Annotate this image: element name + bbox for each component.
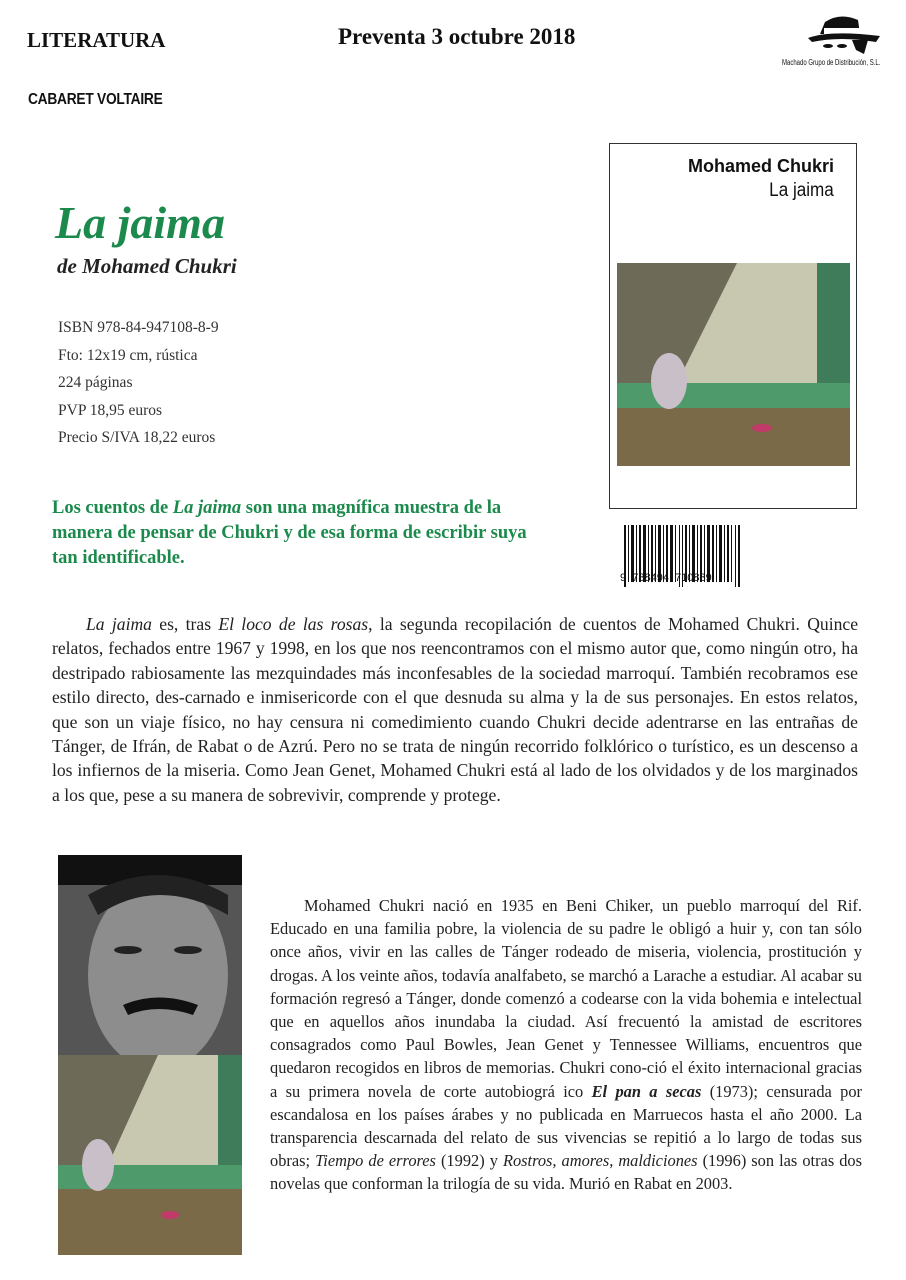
distributor-name: Machado Grupo de Distribución, S.L.	[782, 58, 881, 67]
book-cover	[609, 143, 857, 509]
highlight-quote: Los cuentos de La jaima son una magnífica muestra de la manera de pensar de Chukri y de esa forma de escribir suya tan identificable.	[52, 498, 527, 568]
book-author: de Mohamed Chukri	[57, 254, 237, 278]
format: Fto: 12x19 cm, rústica	[58, 346, 198, 364]
book-details	[58, 314, 219, 452]
author-photo	[58, 855, 242, 1255]
cover-publisher: CABARET VOLTAIRE	[687, 477, 779, 487]
cover-author: Mohamed Chukri	[687, 156, 834, 176]
category-label: LITERATURA	[27, 28, 166, 52]
price-without-vat: Precio S/IVA 18,22 euros	[58, 429, 216, 446]
description-paragraph: La jaima es, tras El loco de las rosas, la segunda recopilación de cuentos de Mohamed Chukri. Quince relatos, fechados entre 1967 y 1998, en los que nos reencontramos con el mismo autor que, como ningún otro, ha destripado rabiosamente las mezquindades más inconfesables de la sociedad marroquí. También recobramos ese estilo directo, des-carnado e inmisericorde con el que desnuda su alma y la de sus personajes. En estos relatos, que son un viaje físico, no hay censura ni comedimiento cuando Chukri decide adentrarse en las entrañas de Tánger, de Ifrán, de Rabat o de Azrú. Pero no se trata de ningún recorrido folklórico o turístico, es un descenso a los infiernos de la miseria. Como Jean Genet, Mohamed Chukri está al lado de los olvidados y de los marginados a los que, pese a su manera de sobrevivir, comprende y protege.	[52, 614, 859, 805]
publisher-label: CABARET VOLTAIRE	[28, 91, 163, 108]
barcode-digits: 9 788494 710889	[620, 572, 712, 584]
cover-photo	[617, 263, 850, 466]
book-title: La jaima	[55, 197, 225, 248]
cover-title: La jaima	[769, 180, 834, 201]
presale-date: Preventa 3 octubre 2018	[338, 24, 576, 49]
author-biography: Mohamed Chukri nació en 1935 en Beni Chiker, un pueblo marroquí del Rif. Educado en una familia pobre, la violencia de su padre le obligó a huir y, con tan sólo once años, vivir en las calles de Tánger rodeado de miseria, violencia, prostitución y drogas. A los veinte años, todavía analfabeto, se marchó a Larache a estudiar. Al acabar su formación regresó a Tánger, donde comenzó a codearse con la vida bohemia e intelectual que en aquellos años inundaba la ciudad. Así frecuentó la amistad de escritores consagrados como Paul Bowles, Jean Genet y Tennessee Williams, encuentros que quedaron recogidos en libros de memorias. Chukri cono-ció el éxito internacional gracias a su primera novela de corte autobiográ ico El pan a secas (1973); censurada por escandalosa en los países árabes y no publicada en Marruecos hasta el año 2000. La transparencia descarnada del relato de sus vivencias se repitió a lo largo de todas sus obras; Tiempo de errores (1992) y Rostros, amores, maldiciones (1996) son las otras dos novelas que conforman la trilogía de su vida. Murió en Rabat en 2003.	[270, 896, 863, 1194]
isbn: ISBN 978-84-947108-8-9	[58, 319, 219, 336]
price: PVP 18,95 euros	[58, 401, 163, 419]
pages: 224 páginas	[58, 374, 133, 391]
